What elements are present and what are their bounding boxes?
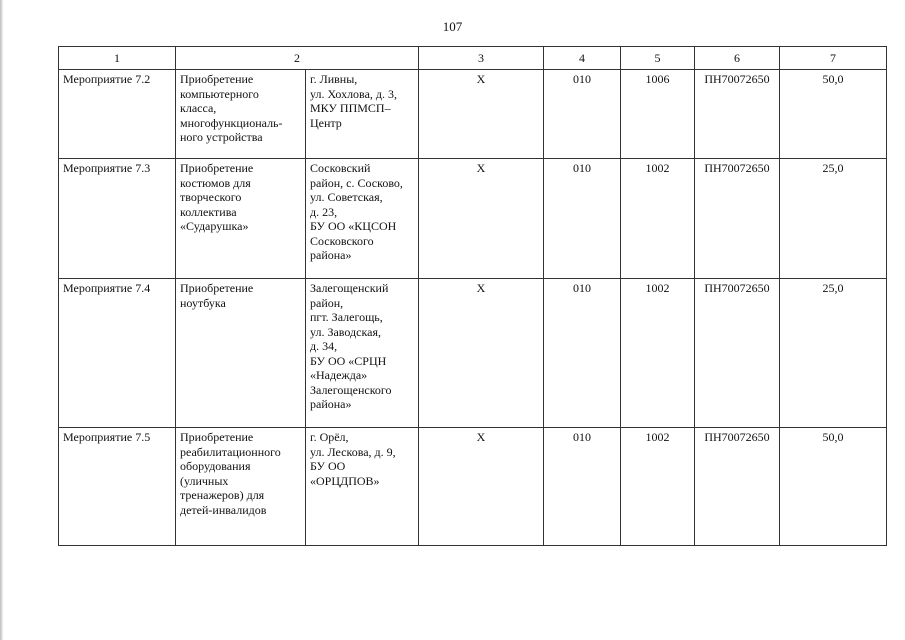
address-cell-line: ул. Заводская, — [310, 324, 381, 339]
address-cell-line: пгт. Залегощь, — [310, 310, 383, 324]
col3-cell: Х — [419, 70, 544, 159]
name-cell-line: класса, — [180, 101, 217, 115]
table-row — [59, 279, 887, 428]
name-cell-line: «Сударушка» — [180, 219, 249, 233]
col7-cell: 25,0 — [780, 279, 887, 428]
event-cell: Мероприятие 7.2 — [59, 70, 176, 159]
address-cell-line: г. Ливны, — [310, 72, 358, 86]
table-row — [59, 159, 887, 279]
col5-cell: 1002 — [621, 279, 695, 428]
address-cell-line: БУ ОО «СРЦН — [310, 353, 387, 368]
address-cell — [306, 159, 419, 279]
name-cell-line: оборудования — [180, 459, 251, 473]
col6-cell: ПН70072650 — [695, 428, 780, 546]
address-cell-line: д. 23, — [310, 204, 338, 219]
address-cell-line: ул. Советская, — [310, 190, 383, 204]
event-cell: Мероприятие 7.3 — [59, 159, 176, 279]
name-cell-line: компьютерного — [180, 86, 259, 101]
address-cell-line: район, — [310, 295, 344, 310]
header-col-2: 2 — [176, 47, 419, 70]
col4-cell: 010 — [544, 70, 621, 159]
address-cell — [306, 279, 419, 428]
address-cell-line: ул. Хохлова, д. 3, — [310, 86, 397, 101]
name-cell-line: костюмов для — [180, 175, 251, 190]
header-row — [59, 47, 887, 70]
address-cell — [306, 428, 419, 546]
name-cell-line: Приобретение — [180, 281, 254, 295]
address-cell-line: БУ ОО «КЦСОН — [310, 219, 397, 233]
header-col-4: 4 — [544, 47, 621, 70]
name-cell — [176, 279, 306, 428]
name-cell-line: Приобретение — [180, 430, 254, 444]
header-col-5: 5 — [621, 47, 695, 70]
col6-cell: ПН70072650 — [695, 279, 780, 428]
address-cell-line: Центр — [310, 115, 342, 130]
name-cell — [176, 70, 306, 159]
col5-cell: 1002 — [621, 159, 695, 279]
event-cell: Мероприятие 7.5 — [59, 428, 176, 546]
col3-cell: Х — [419, 159, 544, 279]
address-cell-line: г. Орёл, — [310, 430, 349, 444]
header-col-7: 7 — [780, 47, 887, 70]
col3-cell: Х — [419, 279, 544, 428]
address-cell — [306, 70, 419, 159]
name-cell-line: реабилитационного — [180, 444, 281, 459]
col6-cell: ПН70072650 — [695, 159, 780, 279]
col7-cell: 50,0 — [780, 428, 887, 546]
col4-cell: 010 — [544, 428, 621, 546]
address-cell-line: «Надежда» — [310, 368, 368, 382]
name-cell-line: (уличных — [180, 473, 229, 488]
address-cell-line: МКУ ППМСП– — [310, 101, 391, 115]
name-cell-line: творческого — [180, 190, 242, 204]
name-cell-line: коллектива — [180, 204, 237, 219]
name-cell-line: Приобретение — [180, 72, 254, 86]
address-cell-line: «ОРЦДПОВ» — [310, 473, 380, 488]
header-col-3: 3 — [419, 47, 544, 70]
col7-cell: 50,0 — [780, 70, 887, 159]
name-cell-line: Приобретение — [180, 161, 254, 175]
table-row — [59, 428, 887, 546]
name-cell-line: тренажеров) для — [180, 488, 265, 502]
scan-left-edge — [0, 0, 3, 640]
address-cell-line: Сосковский — [310, 161, 371, 175]
col4-cell: 010 — [544, 279, 621, 428]
name-cell-line: многофункциональ- — [180, 115, 283, 130]
header-col-1: 1 — [59, 47, 176, 70]
address-cell-line: д. 34, — [310, 339, 338, 353]
address-cell-line: района» — [310, 248, 352, 262]
event-cell: Мероприятие 7.4 — [59, 279, 176, 428]
col6-cell: ПН70072650 — [695, 70, 780, 159]
col5-cell: 1006 — [621, 70, 695, 159]
page-number: 107 — [442, 19, 463, 34]
col4-cell: 010 — [544, 159, 621, 279]
name-cell — [176, 159, 306, 279]
col5-cell: 1002 — [621, 428, 695, 546]
address-cell-line: Залегощенский — [310, 281, 389, 295]
address-cell-line: район, с. Сосково, — [310, 175, 403, 190]
address-cell-line: БУ ОО — [310, 459, 346, 473]
name-cell-line: детей-инвалидов — [180, 502, 267, 517]
name-cell-line: ноутбука — [180, 295, 226, 310]
address-cell-line: Сосковского — [310, 233, 374, 248]
program-table — [58, 46, 887, 546]
col3-cell: Х — [419, 428, 544, 546]
name-cell-line: ного устройства — [180, 130, 263, 144]
address-cell-line: района» — [310, 397, 352, 411]
header-col-6: 6 — [695, 47, 780, 70]
address-cell-line: ул. Лескова, д. 9, — [310, 444, 396, 459]
address-cell-line: Залегощенского — [310, 382, 392, 397]
name-cell — [176, 428, 306, 546]
table-row — [59, 70, 887, 159]
col7-cell: 25,0 — [780, 159, 887, 279]
